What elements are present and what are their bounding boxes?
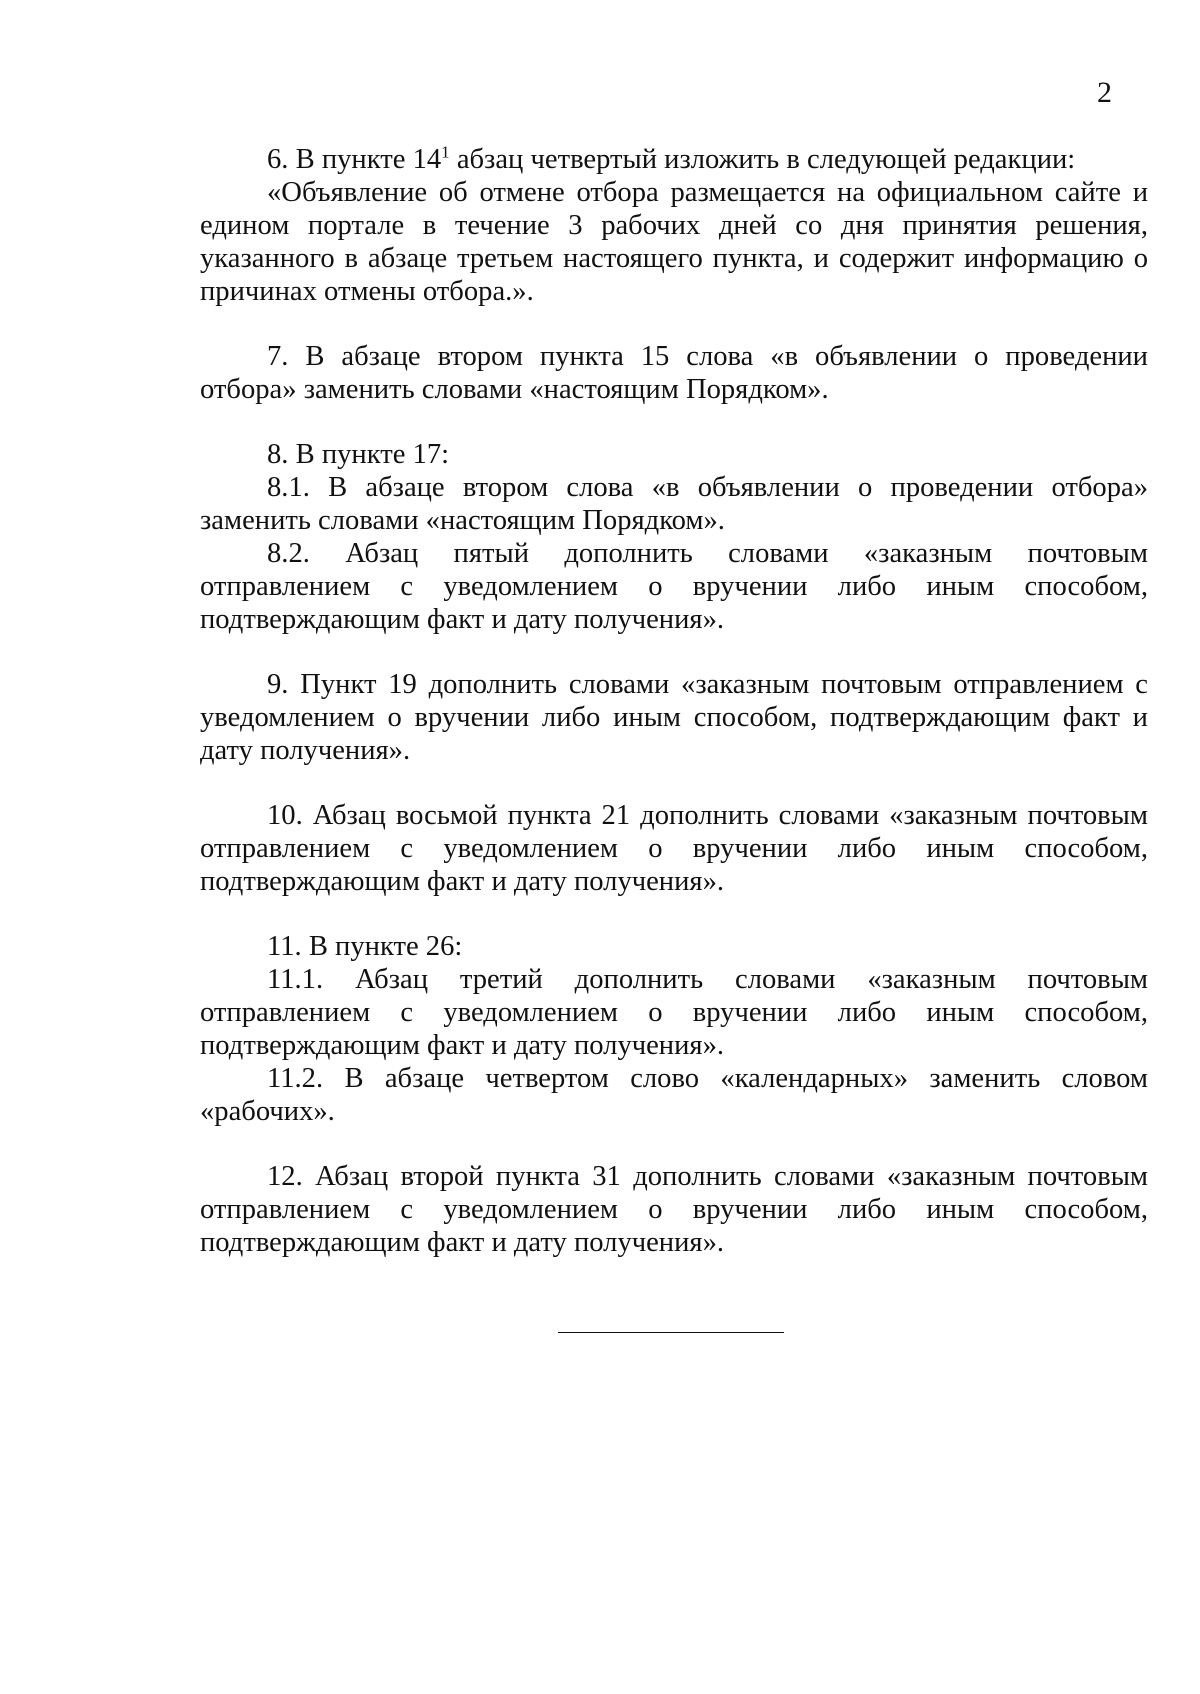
paragraph-11-1: 11.1. Абзац третий дополнить словами «заказным почтовым отправлением с уведомлением о вручении либо иным способом, подтверждающим факт и дату получения». <box>200 964 1148 1061</box>
paragraph-12: 12. Абзац второй пункта 31 дополнить словами «заказным почтовым отправлением с уведомлением о вручении либо иным способом, подтверждающим факт и дату получения». <box>200 1161 1148 1258</box>
paragraph-9: 9. Пункт 19 дополнить словами «заказным почтовым отправлением с уведомлением о вручении либо иным способом, подтверждающим факт и дату получения». <box>200 669 1148 766</box>
paragraph-10: 10. Абзац восьмой пункта 21 дополнить словами «заказным почтовым отправлением с уведомлением о вручении либо иным способом, подтверждающим факт и дату получения». <box>200 800 1148 897</box>
paragraph-6-text-continued: абзац четвертый изложить в следующей редакции: <box>449 144 1076 175</box>
paragraph-6-quote: «Объявление об отмене отбора размещается на официальном сайте и едином портале в течение 3 рабочих дней со дня принятия решения, указанного в абзаце третьем настоящего пункта, и содержит информацию о причинах отмены отбора.». <box>200 177 1148 307</box>
paragraph-6 <box>200 143 1148 176</box>
paragraph-11: 11. В пункте 26: <box>267 931 463 962</box>
paragraph-11-2: 11.2. В абзаце четвертом слово «календарных» заменить словом «рабочих». <box>200 1063 1148 1127</box>
page-number: 2 <box>1097 76 1112 109</box>
document-body <box>200 143 1148 1259</box>
paragraph-8-2: 8.2. Абзац пятый дополнить словами «заказным почтовым отправлением с уведомлением о вручении либо иным способом, подтверждающим факт и дату получения». <box>200 538 1148 635</box>
paragraph-7: 7. В абзаце втором пункта 15 слова «в объявлении о проведении отбора» заменить словами «настоящим Порядком». <box>200 341 1148 405</box>
paragraph-8: 8. В пункте 17: <box>267 439 450 470</box>
paragraph-8-1: 8.1. В абзаце втором слова «в объявлении о проведении отбора» заменить словами «настоящим Порядком». <box>200 472 1148 536</box>
end-separator-line <box>558 1332 784 1333</box>
superscript-index: 1 <box>441 142 450 162</box>
paragraph-6-text: 6. В пункте 14 <box>267 144 442 175</box>
